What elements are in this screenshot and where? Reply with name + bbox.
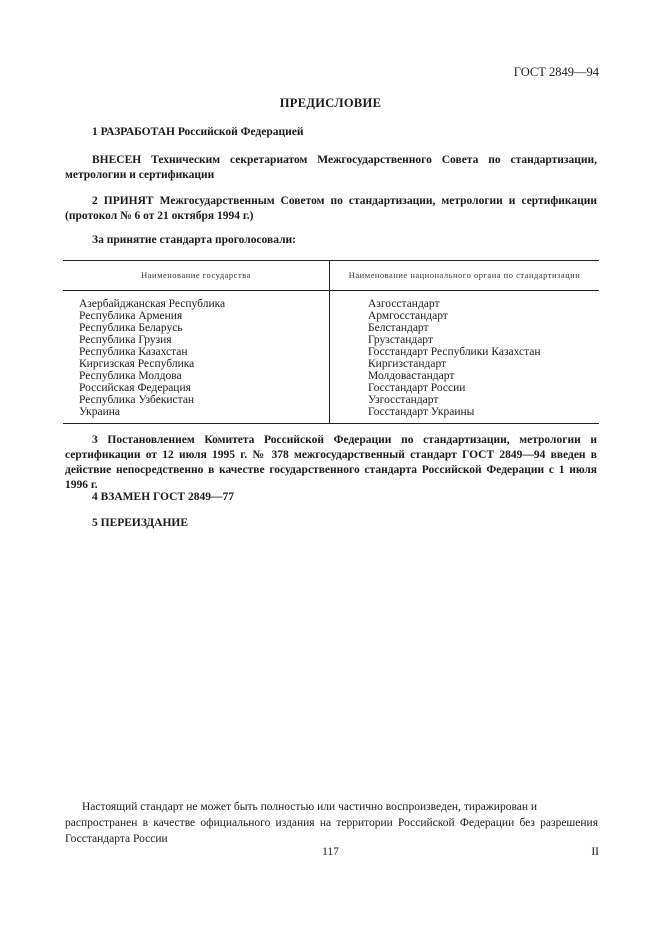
state-name-cell: Украина: [63, 406, 330, 424]
standards-body-cell: Армгосстандарт: [368, 310, 448, 322]
standards-body-cell: Госстандарт России: [368, 382, 466, 394]
standards-body-cell: Узгосстандарт: [368, 394, 439, 406]
state-name-cell: Республика Беларусь: [63, 322, 330, 334]
standards-body-cell: Госстандарт Украины: [330, 406, 600, 424]
table-row: [63, 370, 599, 382]
standards-body-cell: Белстандарт: [368, 322, 429, 334]
voting-states-table: [63, 260, 599, 424]
standards-body-cell: Грузстандарт: [368, 334, 433, 346]
copyright-note: [65, 799, 598, 847]
page-title: ПРЕДИСЛОВИЕ: [279, 96, 382, 110]
table-row: [63, 346, 599, 358]
copyright-note-rest: распространен в качестве официального издания на территории Российской Федерации без разрешения Госстандарта России: [65, 817, 598, 845]
table-row: [63, 334, 599, 346]
paragraph-developed: 1 РАЗРАБОТАН Российской Федерацией: [92, 126, 304, 138]
standards-body-cell: Киргизстандарт: [368, 358, 447, 370]
paragraph-adopted: 2 ПРИНЯТ Межгосударственным Советом по стандартизации, метрологии и сертификации (протокол № 6 от 21 октября 1994 г.): [65, 195, 597, 222]
state-name-cell: Республика Грузия: [63, 334, 330, 346]
state-name-cell: Азербайджанская Республика: [63, 291, 330, 311]
state-name-cell: Республика Узбекистан: [63, 394, 330, 406]
state-name-cell: Российская Федерация: [63, 382, 330, 394]
paragraph-introduced: ВНЕСЕН Техническим секретариатом Межгосударственного Совета по стандартизации, метрологии и сертификации: [65, 154, 597, 181]
state-name-cell: Киргизская Республика: [63, 358, 330, 370]
table-row: [63, 358, 599, 370]
table-row: [63, 394, 599, 406]
header-standards-body: Наименование национального органа по стандартизации: [330, 261, 600, 291]
standards-body-cell: Азгосстандарт: [368, 298, 440, 310]
state-name-cell: Республика Казахстан: [63, 346, 330, 358]
state-name-cell: Республика Молдова: [63, 370, 330, 382]
header-state-name: Наименование государства: [63, 261, 330, 291]
paragraph-decree: 3 Постановлением Комитета Российской Федерации по стандартизации, метрологии и сертификации от 12 июля 1995 г. № 378 межгосударственный стандарт ГОСТ 2849—94 введен в действие непосредственно в качестве государственного стандарта Российской Федерации с 1 июля 1996 г.: [65, 434, 597, 491]
copyright-note-first-line: Настоящий стандарт не может быть полностью или частично воспроизведен, тиражирован и: [82, 801, 538, 813]
table-row: [63, 382, 599, 394]
paragraph-voted: За принятие стандарта проголосовали:: [92, 234, 296, 246]
table-row: [63, 406, 599, 424]
standards-body-cell: Молдовастандарт: [368, 370, 455, 382]
table-body: [63, 291, 599, 424]
paragraph-replaces: 4 ВЗАМЕН ГОСТ 2849—77: [92, 491, 234, 503]
standard-code-header: ГОСТ 2849—94: [513, 65, 599, 79]
state-name-cell: Республика Армения: [63, 310, 330, 322]
table-row: [63, 310, 599, 322]
table-header-row: [63, 261, 599, 291]
table-row: [63, 322, 599, 334]
table-row: [63, 291, 599, 311]
paragraph-reissue: 5 ПЕРЕИЗДАНИЕ: [92, 517, 189, 529]
standards-body-cell: Госстандарт Республики Казахстан: [368, 346, 541, 358]
page-number: 117: [322, 846, 339, 858]
page-roman-numeral: II: [591, 846, 599, 858]
